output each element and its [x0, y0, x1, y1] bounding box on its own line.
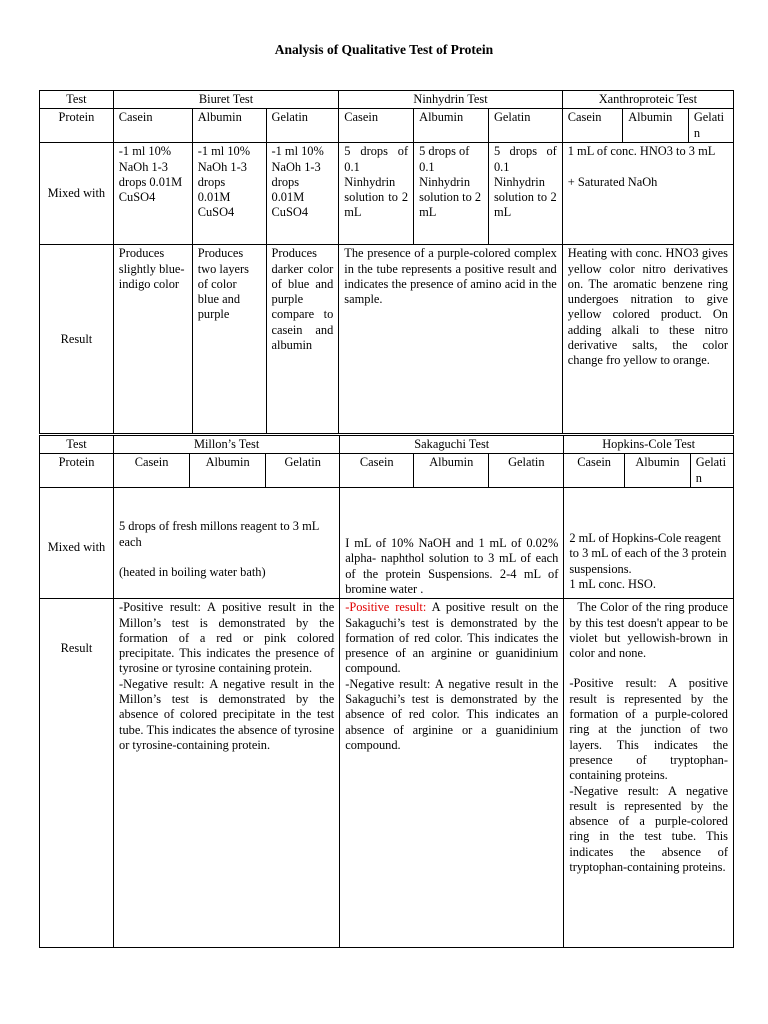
ninhydrin-test-header: Ninhydrin Test — [339, 91, 562, 109]
result-row — [40, 599, 734, 948]
reagent-cell: 5 drops of 0.1 Ninhydrin solution to 2 mL — [414, 143, 489, 245]
reagent-text: 1 mL of conc. HNO3 to 3 mL — [567, 144, 716, 159]
result-label: Result — [40, 245, 114, 434]
mixed-with-row — [40, 488, 734, 599]
protein-test-table-2 — [39, 435, 734, 948]
result-row — [40, 245, 734, 434]
protein-header-row — [40, 109, 734, 143]
result-text: -Negative result: A negative result in the Sakaguchi’s test is demonstrated by the absence of red color. This indicates an absence of arginine or a guanidinium compound. — [345, 676, 559, 752]
result-label: Result — [40, 599, 114, 948]
protein-cell: Gelati n — [688, 109, 733, 143]
reagent-cell: 5 drops of 0.1 Ninhydrin solution to 2 mL — [339, 143, 414, 245]
mixed-with-label: Mixed with — [40, 488, 114, 599]
result-text — [345, 600, 558, 676]
result-text: -Positive result: A positive result in the Millon’s test is demonstrated by the formation of a red or pink colored precipitate. This indicates the presence of tyrosine or tyrosine containing protein. — [119, 600, 335, 676]
protein-cell: Casein — [339, 109, 414, 143]
test-header-row — [40, 91, 734, 109]
protein-cell: Albumin — [414, 454, 489, 488]
protein-cell: Casein — [564, 454, 625, 488]
protein-cell: Albumin — [623, 109, 689, 143]
result-cell — [564, 599, 734, 948]
result-cell — [114, 599, 340, 948]
result-text: The Color of the ring produce by this test doesn't appear to be violet but yellowish-brown in color and none. — [569, 600, 728, 661]
result-cell: Produces two layers of color blue and purple — [192, 245, 266, 434]
result-text: A positive result on the Sakaguchi’s test is demonstrated by the formation of red color. This indicates the presence of an arginine or guanidinium compound. — [345, 600, 559, 676]
result-cell — [340, 599, 564, 948]
protein-label-cell: Protein — [40, 109, 114, 143]
reagent-text: 1 mL conc. HSO. — [569, 577, 656, 591]
reagent-cell: I mL of 10% NaOH and 1 mL of 0.02% alpha- naphthol solution to 3 mL of each of the protein Suspensions. 2-4 mL of bromine water . — [340, 488, 564, 599]
result-text: -Negative result: A negative result is represented by the absence of a purple-colored ring in the test tube. This indicates the absence of tryptophan-containing proteins. — [569, 783, 728, 875]
result-text: -Negative result: A negative result in the Millon’s test is demonstrated by the absence of colored precipitate in the test tube. This indicates the absence of tyrosine or tyrosine-containing protein. — [119, 676, 335, 752]
result-cell: The presence of a purple-colored complex in the tube represents a positive result and indicates the presence of amino acid in the sample. — [339, 245, 562, 434]
reagent-cell — [562, 143, 733, 245]
reagent-cell: -1 ml 10% NaOh 1-3 drops 0.01M CuSO4 — [113, 143, 192, 245]
protein-cell: Casein — [113, 109, 192, 143]
reagent-cell — [114, 488, 340, 599]
millons-test-header: Millon’s Test — [114, 436, 340, 454]
result-cell: Produces darker color of blue and purple compare to casein and albumin — [266, 245, 339, 434]
mixed-with-row — [40, 143, 734, 245]
protein-cell: Albumin — [190, 454, 266, 488]
protein-cell: Albumin — [624, 454, 690, 488]
test-label-cell: Test — [40, 436, 114, 454]
reagent-cell: -1 ml 10% NaOh 1-3 drops 0.01M CuSO4 — [266, 143, 339, 245]
test-label-cell: Test — [40, 91, 114, 109]
result-cell: Heating with conc. HNO3 gives yellow color nitro derivatives on. The aromatic benzene ring undergoes nitration to give yellow colored product. On adding alkali to these nitro derivative salts, the color change fro yellow to orange. — [562, 245, 733, 434]
protein-cell: Gelatin — [489, 454, 564, 488]
protein-cell: Albumin — [414, 109, 489, 143]
protein-cell: Casein — [114, 454, 190, 488]
protein-test-table-1 — [39, 90, 734, 434]
protein-label-cell: Protein — [40, 454, 114, 488]
reagent-cell: -1 ml 10% NaOh 1-3 drops 0.01M CuSO4 — [192, 143, 266, 245]
reagent-cell: 5 drops of 0.1 Ninhydrin solution to 2 mL — [488, 143, 562, 245]
reagent-cell — [564, 488, 734, 599]
reagent-text: 2 mL of Hopkins-Cole reagent to 3 mL of each of the 3 protein suspensions. — [569, 531, 727, 576]
result-cell: Produces slightly blue-indigo color — [113, 245, 192, 434]
positive-result-label: -Positive result: — [345, 600, 427, 615]
mixed-with-label: Mixed with — [40, 143, 114, 245]
reagent-text: (heated in boiling water bath) — [119, 564, 266, 579]
biuret-test-header: Biuret Test — [113, 91, 339, 109]
hopkins-cole-test-header: Hopkins-Cole Test — [564, 436, 734, 454]
protein-cell: Gelatin — [266, 454, 340, 488]
protein-header-row — [40, 454, 734, 488]
spacer — [568, 160, 728, 175]
result-text: -Positive result: A positive result is represented by the formation of a purple-colored ring at the junction of two layers. This indicates the presence of tryptophan-containing proteins. — [569, 676, 728, 783]
protein-cell: Gelati n — [690, 454, 733, 488]
sakaguchi-test-header: Sakaguchi Test — [340, 436, 564, 454]
protein-cell: Gelatin — [488, 109, 562, 143]
protein-cell: Gelatin — [266, 109, 339, 143]
document-title: Analysis of Qualitative Test of Protein — [274, 42, 494, 57]
spacer — [119, 550, 334, 565]
xanthoproteic-test-header: Xanthroproteic Test — [562, 91, 733, 109]
reagent-text: 5 drops of fresh millons reagent to 3 mL each — [119, 519, 319, 549]
test-header-row — [40, 436, 734, 454]
protein-cell: Casein — [562, 109, 622, 143]
reagent-text: + Saturated NaOh — [567, 174, 658, 189]
protein-cell: Casein — [340, 454, 414, 488]
spacer — [569, 661, 728, 676]
protein-cell: Albumin — [192, 109, 266, 143]
